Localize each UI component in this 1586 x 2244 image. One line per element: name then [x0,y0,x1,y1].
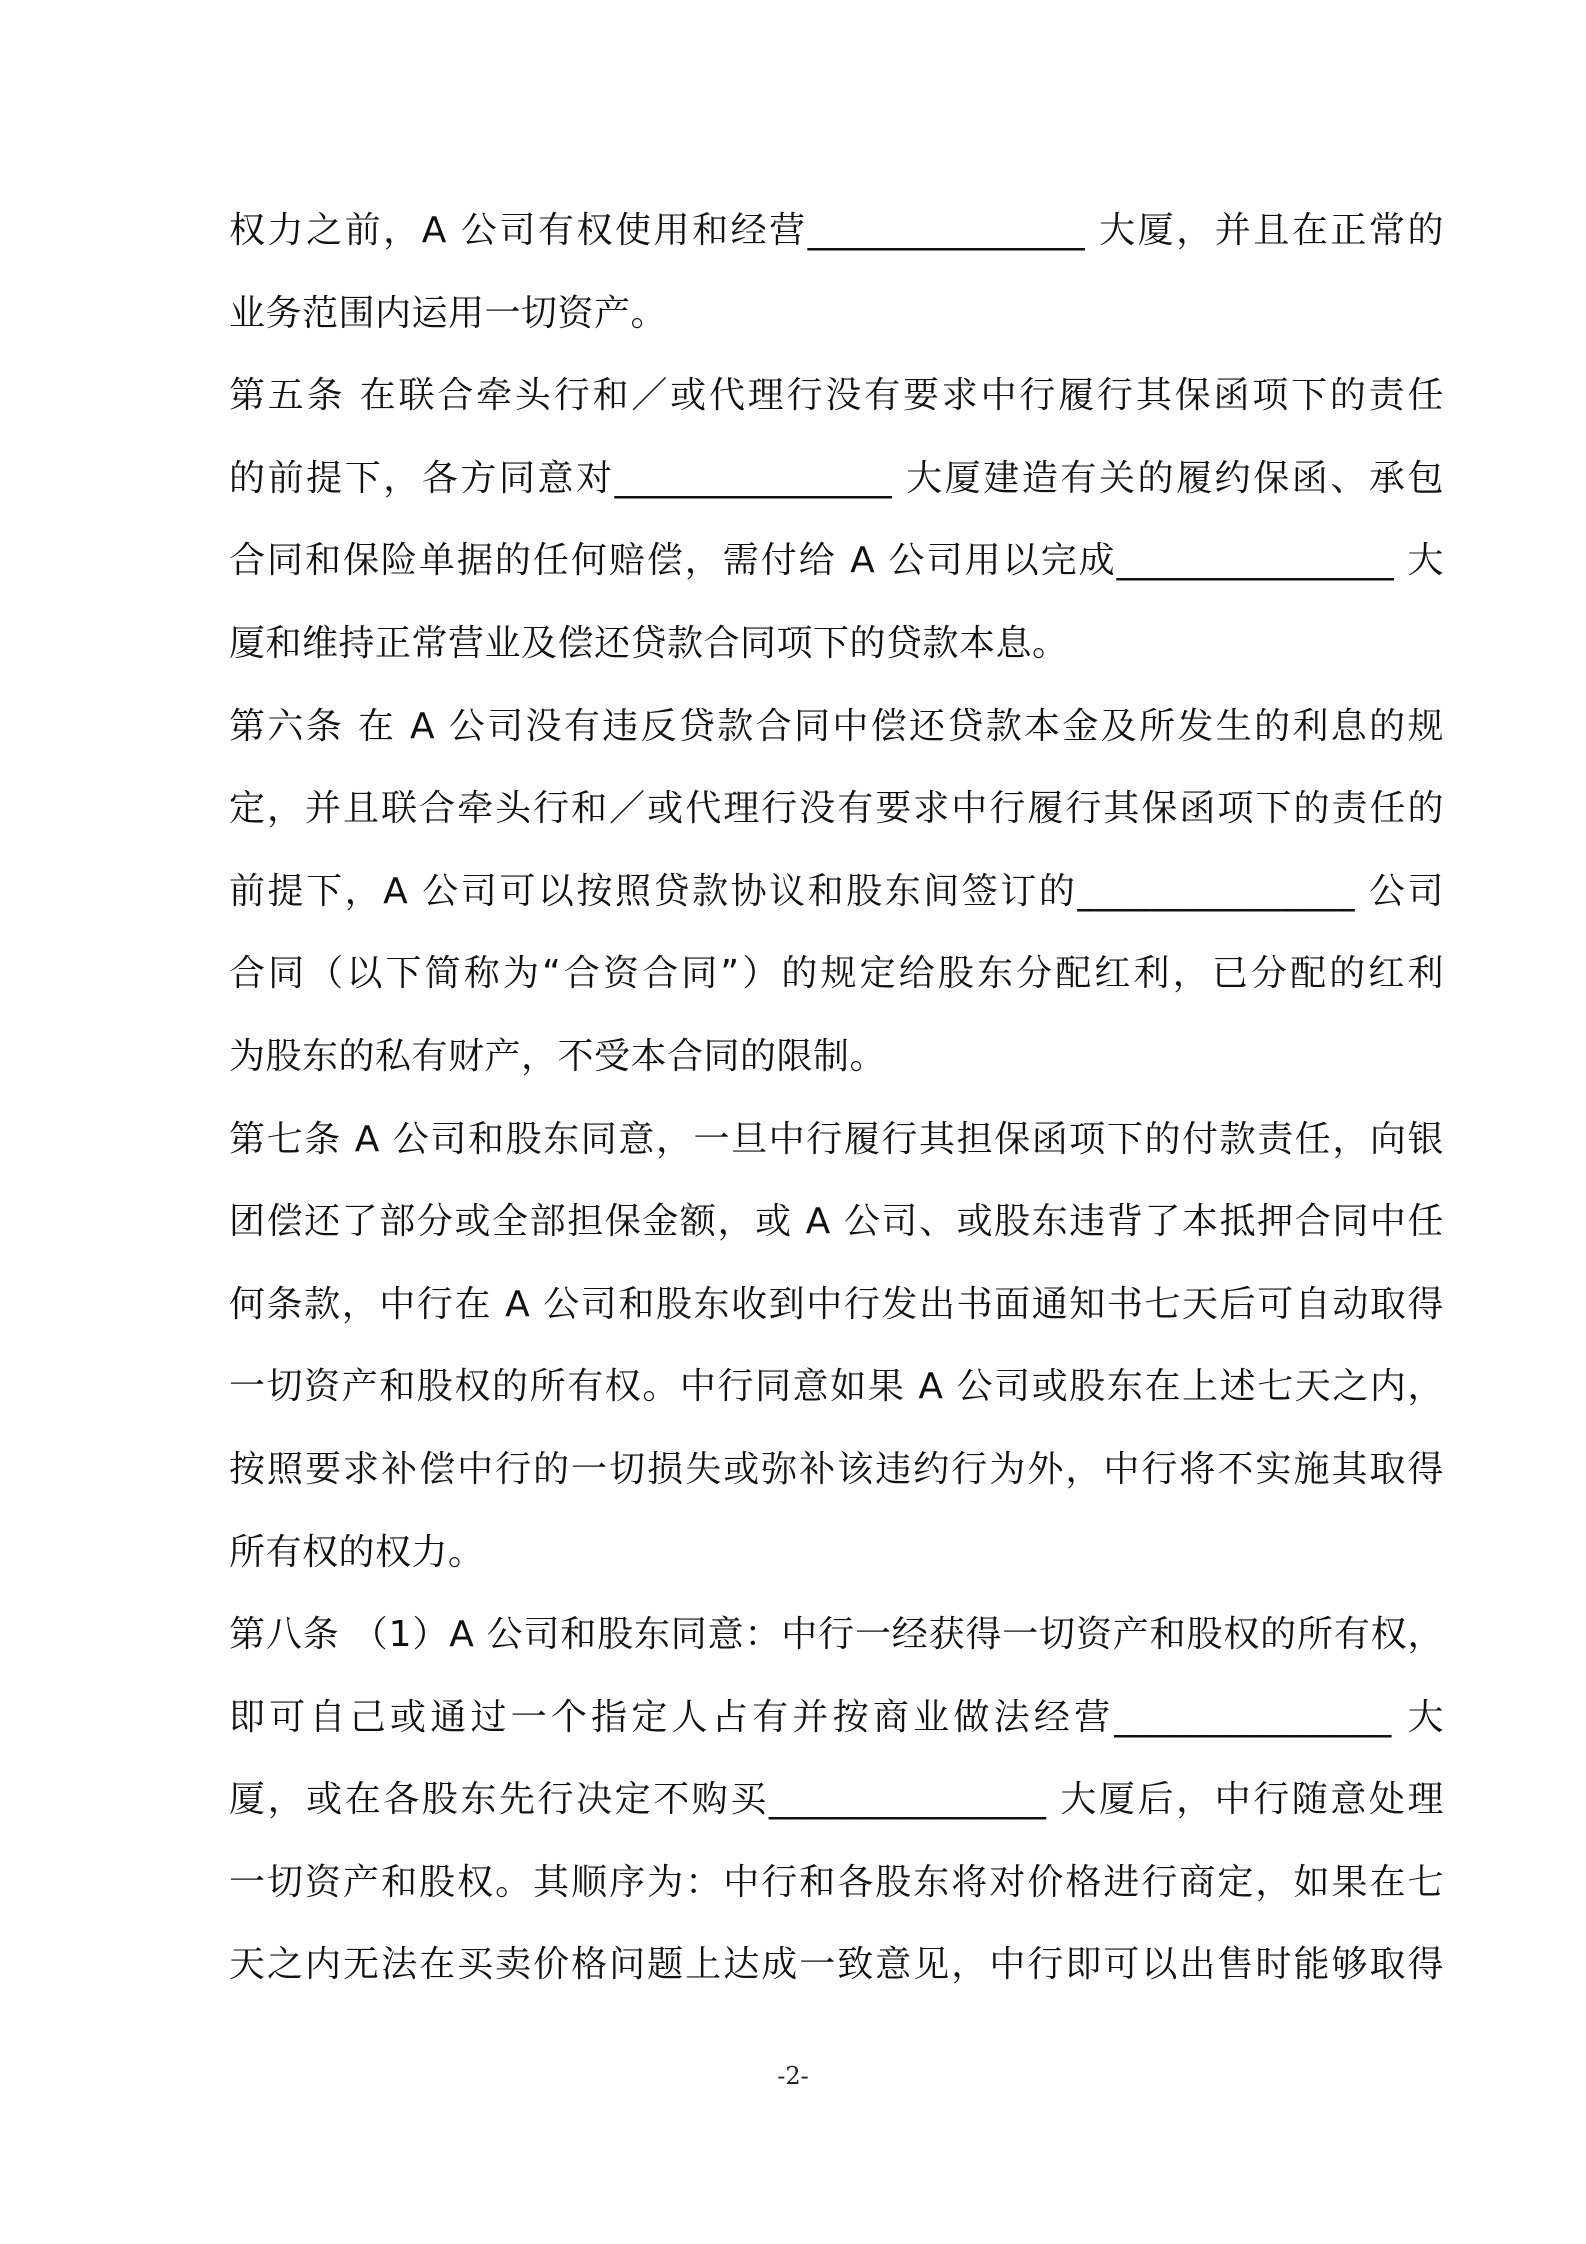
text-line: 前提下，A 公司可以按照贷款协议和股东间签订的_______________ 公司 [229,870,1444,912]
text-line: 一切资产和股权的所有权。中行同意如果 A 公司或股东在上述七天之内， [229,1366,1444,1408]
text-line: 定，并且联合牵头行和／或代理行没有要求中行履行其保函项下的责任的 [229,788,1444,830]
text-line: 按照要求补偿中行的一切损失或弥补该违约行为外，中行将不实施其取得 [229,1448,1444,1490]
article-6-line: 第六条 在 A 公司没有违反贷款合同中偿还贷款本金及所发生的利息的规 [229,705,1444,747]
article-5-line: 第五条 在联合牵头行和／或代理行没有要求中行履行其保函项下的责任 [229,375,1444,417]
text-line: 合同（以下简称为“合资合同”）的规定给股东分配红利，已分配的红利 [229,953,1444,995]
text-line: 即可自己或通过一个指定人占有并按商业做法经营_______________ 大 [229,1696,1444,1738]
text-line: 所有权的权力。 [229,1531,485,1573]
article-8-line: 第八条 （1）A 公司和股东同意：中行一经获得一切资产和股权的所有权， [229,1614,1444,1656]
text-line: 为股东的私有财产，不受本合同的限制。 [229,1035,887,1077]
text-line: 厦和维持正常营业及偿还贷款合同项下的贷款本息。 [229,622,1069,664]
text-line: 业务范围内运用一切资产。 [229,292,668,334]
text-line: 天之内无法在买卖价格问题上达成一致意见，中行即可以出售时能够取得 [229,1944,1444,1986]
contract-body-text [229,190,1444,2007]
page-number: -2- [777,2062,809,2090]
text-line: 合同和保险单据的任何赔偿，需付给 A 公司用以完成_______________ 大 [229,540,1444,582]
article-7-line: 第七条 A 公司和股东同意，一旦中行履行其担保函项下的付款责任，向银 [229,1118,1444,1160]
text-line: 一切资产和股权。其顺序为：中行和各股东将对价格进行商定，如果在七 [229,1861,1444,1903]
text-line: 的前提下，各方同意对_______________ 大厦建造有关的履约保函、承包 [229,457,1444,499]
text-line: 团偿还了部分或全部担保金额，或 A 公司、或股东违背了本抵押合同中任 [229,1201,1444,1243]
text-line: 权力之前，A 公司有权使用和经营_______________ 大厦，并且在正常的 [229,210,1444,251]
text-line: 厦，或在各股东先行决定不购买_______________ 大厦后，中行随意处理 [229,1779,1444,1821]
text-line: 何条款，中行在 A 公司和股东收到中行发出书面通知书七天后可自动取得 [229,1283,1444,1325]
